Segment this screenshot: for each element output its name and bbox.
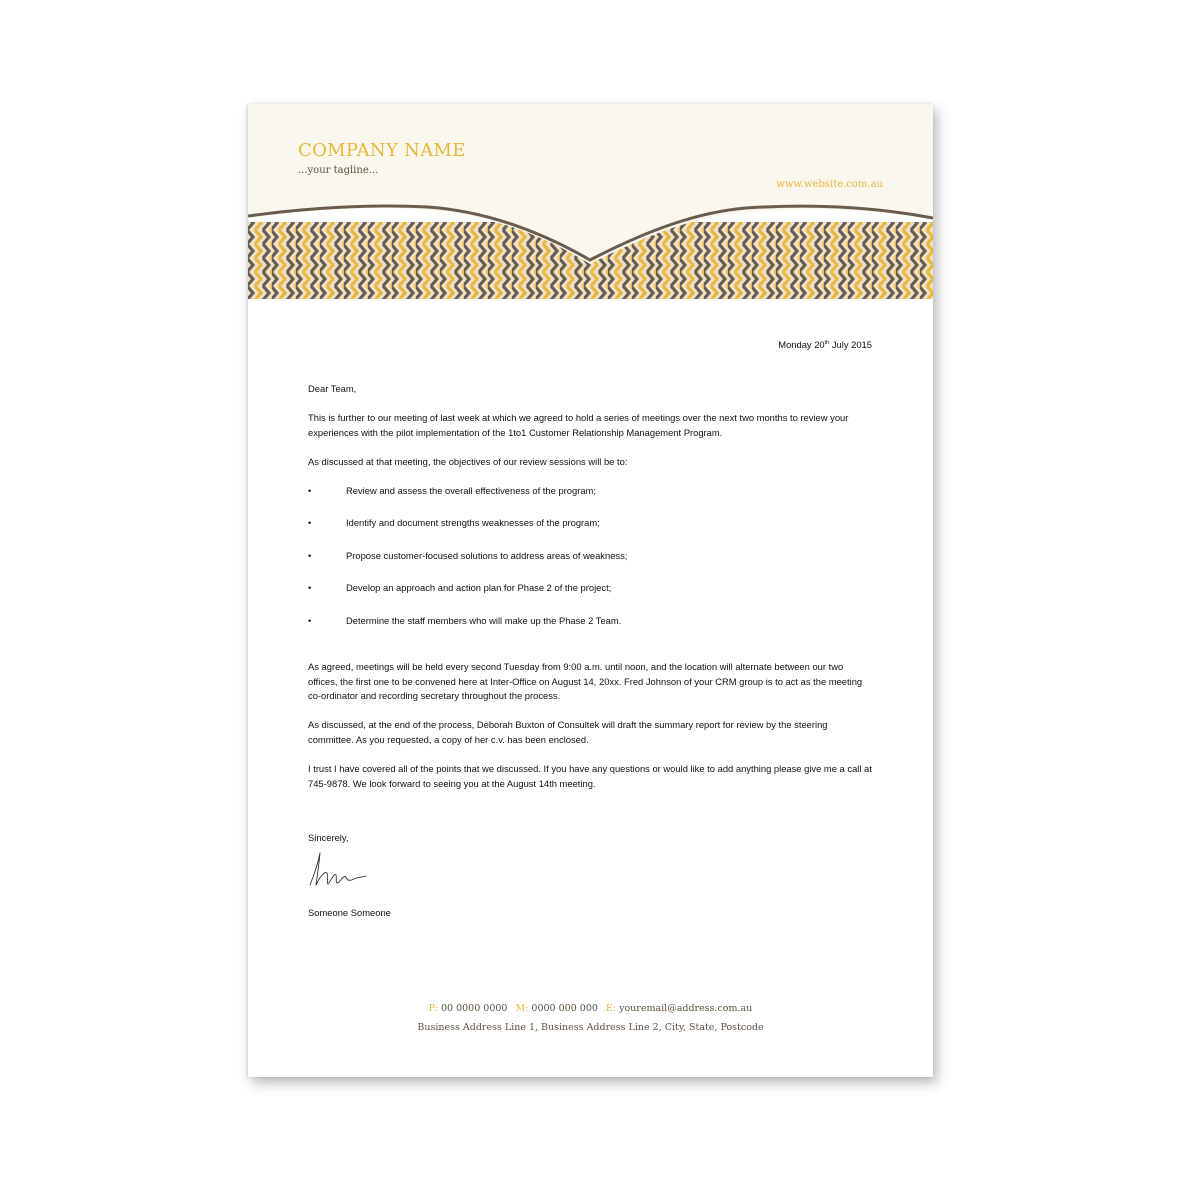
letterhead-page <box>248 104 933 1077</box>
list-item <box>308 549 873 581</box>
letter-date <box>778 339 872 350</box>
date-rest: July 2015 <box>829 339 872 350</box>
list-item <box>308 516 873 548</box>
list-item <box>308 581 873 613</box>
paragraph-objectives: As discussed at that meeting, the objectives of our review sessions will be to: <box>308 456 628 467</box>
tagline: ...your tagline... <box>298 165 379 176</box>
date-ordinal: th <box>824 339 830 346</box>
mobile-number: 0000 000 000 <box>531 1003 598 1014</box>
paragraph-closing: I trust I have covered all of the points that we discussed. If you have any questions or would like to add anything please give me a call at 745-9878. We look forward to seeing you at the August 14th meeting. <box>308 763 872 789</box>
list-item-text: Determine the staff members who will make up the Phase 2 Team. <box>346 614 622 626</box>
website-link[interactable]: www.website.com.au <box>776 179 883 190</box>
company-name: COMPANY NAME <box>298 140 466 161</box>
bullet-icon: • <box>308 485 312 496</box>
closing-phrase: Sincerely, <box>308 832 349 843</box>
list-item <box>308 484 873 516</box>
email-address[interactable]: youremail@address.com.au <box>619 1003 753 1014</box>
phone-number: 00 0000 0000 <box>440 1003 508 1014</box>
bullet-icon: • <box>308 517 312 529</box>
bullet-icon: • <box>308 549 312 561</box>
bullet-icon: • <box>308 582 312 594</box>
list-item-text: Identify and document strengths weaknesses of the program; <box>346 517 600 529</box>
salutation: Dear Team, <box>308 383 357 394</box>
bullet-icon: • <box>308 614 312 626</box>
paragraph-intro: This is further to our meeting of last week at which we agreed to hold a series of meetings over the next two months to review your experiences with the pilot implementation of the 1to1 Customer Relationship Management Program. <box>308 412 849 438</box>
footer-contacts <box>248 1003 933 1014</box>
objectives-list <box>308 484 873 646</box>
mobile-label: M: <box>515 1003 529 1014</box>
list-item-text: Propose customer-focused solutions to address areas of weakness; <box>346 549 628 561</box>
date-prefix: Monday 20 <box>778 339 825 350</box>
signatory-name: Someone Someone <box>308 907 391 918</box>
list-item-text: Develop an approach and action plan for Phase 2 of the project; <box>346 582 612 594</box>
header-banner <box>248 104 933 299</box>
list-item-text: Review and assess the overall effectiveness of the program; <box>346 485 596 496</box>
paragraph-report: As discussed, at the end of the process, Deborah Buxton of Consultek will draft the summary report for review by the steering committee. As you requested, a copy of her c.v. has been enclosed. <box>308 719 828 745</box>
footer-address: Business Address Line 1, Business Address Line 2, City, State, Postcode <box>417 1022 764 1033</box>
list-item <box>308 614 873 646</box>
phone-label: P: <box>428 1003 438 1014</box>
signature <box>306 849 370 889</box>
paragraph-schedule: As agreed, meetings will be held every second Tuesday from 9:00 a.m. until noon, and the location will alternate between our two offices, the first one to be convened here at Inter-Office on August 14, 20xx. Fred Johnson of your CRM group is to act as the meeting co-ordinator and recording secretary throughout the process. <box>308 661 863 702</box>
email-label: E: <box>605 1003 617 1014</box>
